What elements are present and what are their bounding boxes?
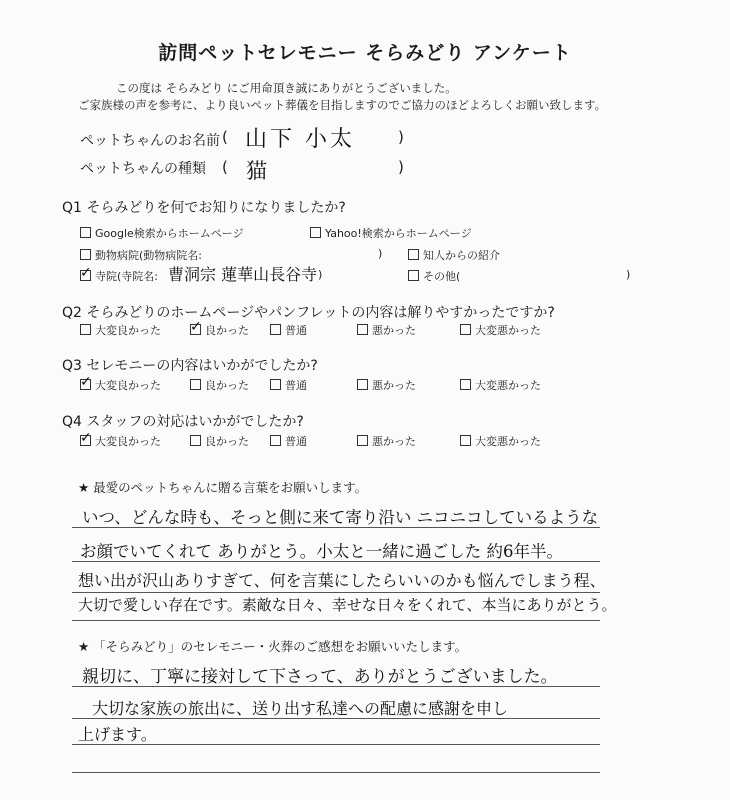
q2-option[interactable] (270, 322, 307, 338)
q2-option[interactable] (190, 322, 249, 338)
pet-type-open-paren: ( (222, 158, 228, 176)
pet-name-value[interactable]: 山下 小太 (245, 127, 355, 152)
intro-line-2: ご家族様の声を参考に、より良いペット葬儀を目指しますのでご協力のほどよろしくお願い致します。 (78, 98, 607, 112)
q2-label: Q2 そらみどりのホームページやパンフレットの内容は解りやすかったですか? (62, 305, 555, 321)
writing-line (72, 744, 600, 745)
message-line[interactable]: いつ、どんな時も、そっと側に来て寄り沿い ニコニコしているような (82, 508, 599, 527)
q3-option-label: 悪かった (372, 379, 416, 392)
writing-line (72, 592, 600, 593)
q2-option-label: 大変悪かった (475, 324, 541, 337)
checkbox[interactable] (190, 435, 201, 446)
q3-option[interactable] (270, 377, 307, 393)
pet-type-value[interactable]: 猫 (246, 159, 267, 183)
intro-line-1: この度は そらみどり にご用命頂き誠にありがとうございました。 (116, 81, 457, 95)
q3-option-label: 大変悪かった (475, 379, 541, 392)
q3-option-label: 良かった (205, 379, 249, 392)
pet-type-close-paren: ) (398, 158, 404, 176)
q4-option-label: 普通 (285, 435, 307, 448)
checkbox[interactable] (408, 270, 419, 281)
checkbox[interactable] (270, 379, 281, 390)
page-title: 訪問ペットセレモニー そらみどり アンケート (158, 42, 572, 64)
checkbox[interactable] (190, 379, 201, 390)
q4-label: Q4 スタッフの対応はいかがでしたか? (62, 414, 304, 430)
q4-option-label: 大変悪かった (475, 435, 541, 448)
checkbox[interactable] (270, 435, 281, 446)
checkbox[interactable] (408, 249, 419, 260)
q2-option-label: 悪かった (372, 324, 416, 337)
checkbox[interactable] (80, 227, 91, 238)
q1-option-google[interactable] (80, 225, 244, 241)
q1-label: Q1 そらみどりを何でお知りになりましたか? (62, 200, 346, 216)
q2-option[interactable] (357, 322, 416, 338)
message-line[interactable]: 想い出が沢山ありすぎて、何を言葉にしたらいいのかも悩んでしまう程、 (78, 571, 606, 590)
checkbox-checked[interactable] (190, 324, 201, 335)
checkbox[interactable] (80, 249, 91, 260)
q1-temple-name[interactable]: 曹洞宗 蓮華山長谷寺 (168, 265, 318, 284)
q3-option[interactable] (80, 377, 161, 393)
q1-option-friend[interactable] (408, 247, 500, 263)
impression-line[interactable]: 親切に、丁寧に接対して下さって、ありがとうございました。 (82, 667, 558, 687)
q1-option-label: 知人からの紹介 (423, 249, 500, 262)
pet-name-close-paren: ) (398, 128, 404, 146)
message-heading: ★ 最愛のペットちゃんに贈る言葉をお願いします。 (78, 480, 368, 495)
q1-vet-close-paren: ) (378, 247, 383, 260)
impression-line[interactable]: 大切な家族の旅出に、送り出す私達への配慮に感謝を申し (92, 699, 509, 718)
q1-option-label: 動物病院(動物病院名: (95, 249, 202, 262)
q1-temple-close-paren: ) (318, 268, 323, 281)
q3-option[interactable] (190, 377, 249, 393)
checkbox[interactable] (460, 324, 471, 335)
q4-option[interactable] (190, 433, 249, 449)
q2-option-label: 普通 (285, 324, 307, 337)
checkbox[interactable] (270, 324, 281, 335)
q2-option[interactable] (460, 322, 541, 338)
writing-line (72, 718, 600, 719)
q3-option[interactable] (357, 377, 416, 393)
q3-label: Q3 セレモニーの内容はいかがでしたか? (62, 358, 318, 374)
pet-type-label: ペットちゃんの種類 (80, 161, 206, 177)
writing-line (72, 620, 600, 621)
checkbox-checked[interactable] (80, 270, 91, 281)
q1-option-vet[interactable] (80, 247, 202, 263)
checkbox[interactable] (357, 435, 368, 446)
q1-option-temple[interactable] (80, 268, 158, 284)
checkbox-checked[interactable] (80, 435, 91, 446)
q2-option[interactable] (80, 322, 161, 338)
q1-option-other[interactable] (408, 268, 460, 284)
q4-option-label: 大変良かった (95, 435, 161, 448)
checkbox[interactable] (460, 379, 471, 390)
q4-option[interactable] (357, 433, 416, 449)
writing-line (72, 527, 600, 528)
impression-line[interactable]: 上げます。 (78, 725, 157, 744)
q3-option[interactable] (460, 377, 541, 393)
q2-option-label: 良かった (205, 324, 249, 337)
q3-option-label: 大変良かった (95, 379, 161, 392)
q1-option-label: 寺院(寺院名: (95, 270, 158, 283)
q1-option-yahoo[interactable] (310, 225, 472, 241)
q1-other-close-paren: ) (626, 268, 631, 281)
impression-heading: ★ 「そらみどり」のセレモニー・火葬のご感想をお願いいたします。 (78, 639, 468, 654)
q4-option[interactable] (460, 433, 541, 449)
checkbox[interactable] (357, 324, 368, 335)
checkbox[interactable] (310, 227, 321, 238)
q1-option-label: Yahoo!検索からホームページ (325, 227, 472, 240)
checkbox[interactable] (460, 435, 471, 446)
pet-name-label: ペットちゃんのお名前 (80, 133, 220, 149)
writing-line (72, 686, 600, 687)
message-line[interactable]: お顔でいてくれて ありがとう。小太と一緒に過ごした 約6年半。 (80, 542, 563, 561)
writing-line (72, 772, 600, 773)
writing-line (72, 561, 600, 562)
q4-option[interactable] (270, 433, 307, 449)
q1-option-label: その他( (423, 270, 461, 283)
q3-option-label: 普通 (285, 379, 307, 392)
message-line[interactable]: 大切で愛しい存在です。素敵な日々、幸せな日々をくれて、本当にありがとう。 (78, 596, 617, 614)
q4-option-label: 悪かった (372, 435, 416, 448)
q4-option[interactable] (80, 433, 161, 449)
pet-name-open-paren: ( (222, 128, 228, 146)
q4-option-label: 良かった (205, 435, 249, 448)
q1-option-label: Google検索からホームページ (95, 227, 244, 240)
q2-option-label: 大変良かった (95, 324, 161, 337)
checkbox-checked[interactable] (80, 379, 91, 390)
checkbox[interactable] (80, 324, 91, 335)
checkbox[interactable] (357, 379, 368, 390)
